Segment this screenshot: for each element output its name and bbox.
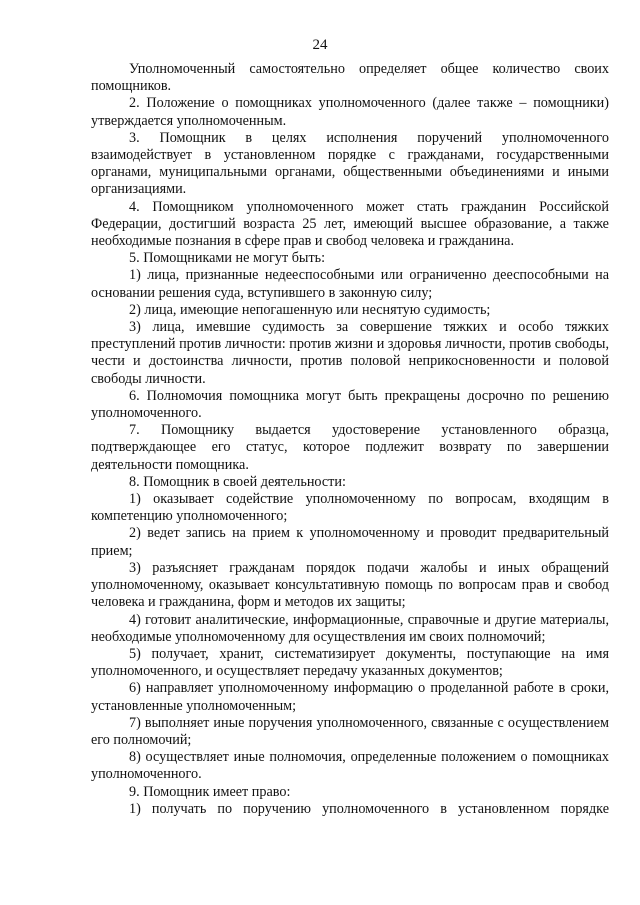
paragraph: 3. Помощник в целях исполнения поручений уполномоченного взаимодействует в установленном порядке с гражданами, государственными органами, муниципальными органами, общественными объединениями и иными организациями. <box>91 129 609 198</box>
paragraph: 2. Положение о помощниках уполномоченного (далее также – помощники) утверждается уполномоченным. <box>91 95 609 129</box>
paragraph: 1) лица, признанные недееспособными или ограниченно дееспособными на основании решения суда, вступившего в законную силу; <box>91 267 609 301</box>
paragraph: 9. Помощник имеет право: <box>129 783 291 800</box>
paragraph: 8) осуществляет иные полномочия, определенные положением о помощниках уполномоченного. <box>91 749 609 783</box>
page-number: 24 <box>312 37 328 53</box>
document-body <box>91 61 609 818</box>
paragraph: 5. Помощниками не могут быть: <box>129 250 326 267</box>
paragraph: 4. Помощником уполномоченного может стать гражданин Российской Федерации, достигший возраста 25 лет, имеющий высшее образование, а также необходимые познания в сфере прав и свобод человека и гражданина. <box>91 198 609 250</box>
paragraph: 1) получать по поручению уполномоченного в установленном порядке <box>129 800 609 817</box>
paragraph: 3) лица, имевшие судимость за совершение тяжких и особо тяжких преступлений против личности: против жизни и здоровья личности, против свободы, чести и достоинства личности, против половой неприкосновенности и половой свободы личности. <box>91 319 609 387</box>
paragraph: 1) оказывает содействие уполномоченному по вопросам, входящим в компетенцию уполномоченного; <box>91 491 609 525</box>
paragraph: 6. Полномочия помощника могут быть прекращены досрочно по решению уполномоченного. <box>91 387 609 422</box>
paragraph: 2) ведет запись на прием к уполномоченному и проводит предварительный прием; <box>91 525 609 559</box>
paragraph: 4) готовит аналитические, информационные, справочные и другие материалы, необходимые уполномоченному для осуществления им своих полномочий; <box>91 611 609 645</box>
paragraph: 7. Помощнику выдается удостоверение установленного образца, подтверждающее его статус, которое подлежит возврату по завершении деятельности помощника. <box>91 422 609 473</box>
paragraph: Уполномоченный самостоятельно определяет общее количество своих помощников. <box>91 61 609 95</box>
paragraph: 8. Помощник в своей деятельности: <box>129 473 346 490</box>
paragraph: 5) получает, хранит, систематизирует документы, поступающие на имя уполномоченного, и осуществляет передачу указанных документов; <box>91 645 609 680</box>
paragraph: 3) разъясняет гражданам порядок подачи жалобы и иных обращений уполномоченному, оказывает консультативную помощь по вопросам прав и свобод человека и гражданина, форм и методов их защиты; <box>91 559 609 611</box>
paragraph: 7) выполняет иные поручения уполномоченного, связанные с осуществлением его полномочий; <box>91 714 609 748</box>
paragraph: 2) лица, имеющие непогашенную или неснятую судимость; <box>129 301 491 318</box>
paragraph: 6) направляет уполномоченному информацию о проделанной работе в сроки, установленные уполномоченным; <box>91 680 609 714</box>
